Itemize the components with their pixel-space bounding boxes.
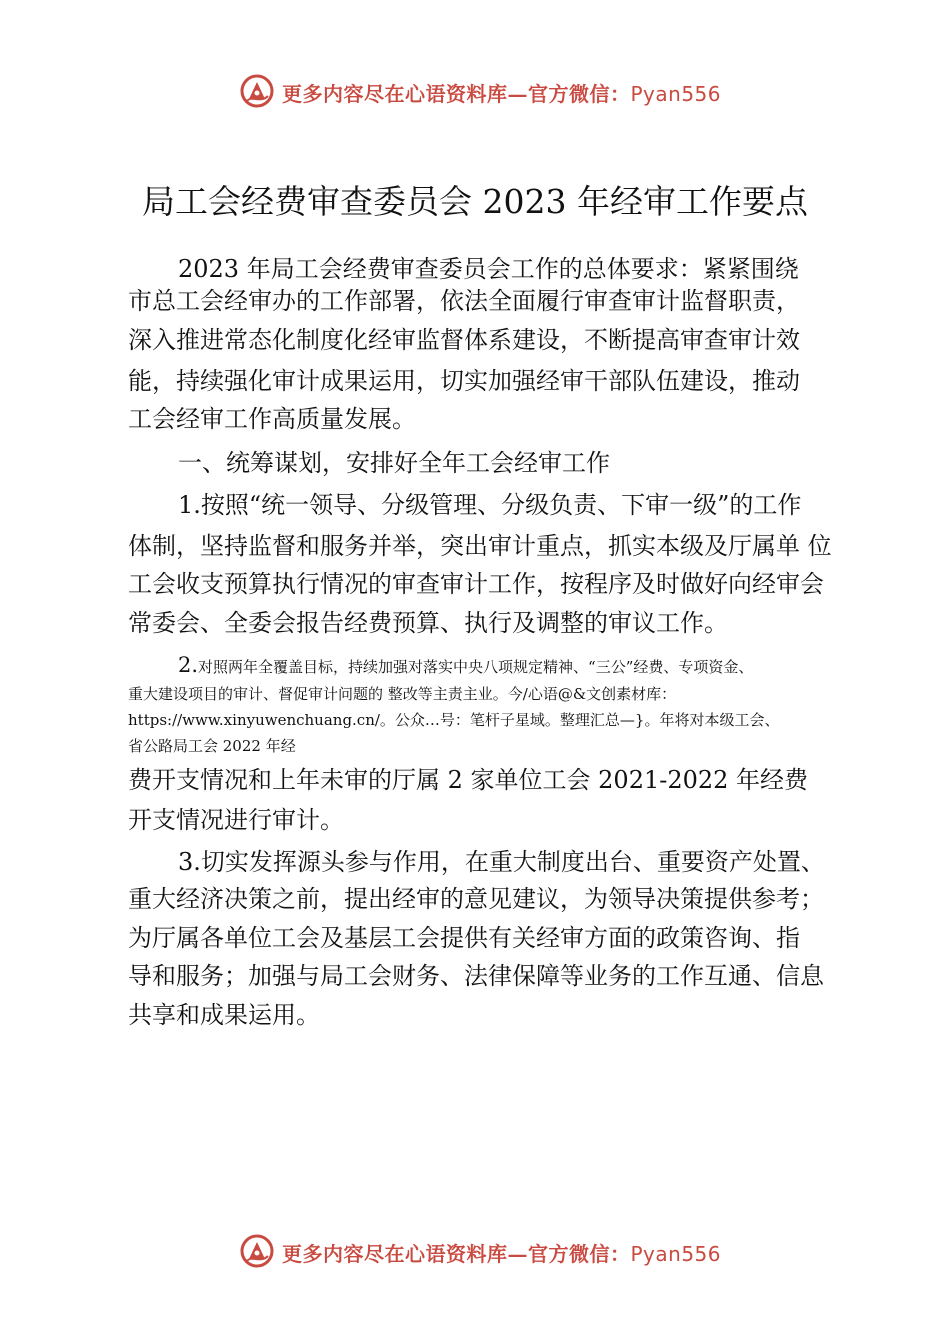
pen-nib-logo-icon bbox=[240, 1234, 274, 1268]
item3-line: 共享和成果运用。 bbox=[128, 1001, 320, 1029]
item1-line: 工会收支预算执行情况的审查审计工作，按程序及时做好向经审会 bbox=[128, 570, 824, 598]
item2-line: 省公路局工会 2022 年经 bbox=[128, 737, 296, 755]
pen-nib-logo-icon bbox=[240, 74, 274, 108]
intro-line: 市总工会经审办的工作部署，依法全面履行审查审计监督职责， bbox=[128, 287, 800, 315]
item1-line: 1.按照“统一领导、分级管理、分级负责、下审一级”的工作 bbox=[178, 491, 802, 519]
item3-line: 为厅属各单位工会及基层工会提供有关经审方面的政策咨询、指 bbox=[128, 924, 800, 952]
intro-line: 深入推进常态化制度化经审监督体系建设，不断提高审查审计效 bbox=[128, 326, 800, 354]
item2-cont-line: 开支情况进行审计。 bbox=[128, 806, 344, 834]
item3-line: 导和服务；加强与局工会财务、法律保障等业务的工作互通、信息 bbox=[128, 962, 824, 990]
watermark-banner-top bbox=[0, 72, 950, 112]
watermark-handle: Pyan556 bbox=[630, 82, 722, 106]
item3-line: 重大经济决策之前，提出经审的意见建议，为领导决策提供参考； bbox=[128, 885, 824, 913]
watermark-handle: Pyan556 bbox=[630, 1242, 722, 1266]
intro-line: 工会经审工作高质量发展。 bbox=[128, 405, 416, 433]
item2-line: 2.对照两年全覆盖目标，持续加强对落实中央八项规定精神、“三公”经费、专项资金、 bbox=[178, 653, 754, 677]
watermark-text: 更多内容尽在心语资料库—官方微信：Pyan556 bbox=[282, 1242, 722, 1266]
intro-line: 2023 年局工会经费审查委员会工作的总体要求：紧紧围绕 bbox=[178, 255, 799, 283]
item2-number: 2. bbox=[178, 653, 199, 677]
item2-cont-line: 费开支情况和上年未审的厅属 2 家单位工会 2021-2022 年经费 bbox=[128, 766, 809, 794]
item1-line: 体制，坚持监督和服务并举，突出审计重点，抓实本级及厅属单 位 bbox=[128, 532, 832, 560]
item3-line: 3.切实发挥源头参与作用，在重大制度出台、重要资产处置、 bbox=[178, 848, 825, 876]
watermark-text: 更多内容尽在心语资料库—官方微信：Pyan556 bbox=[282, 82, 722, 106]
section-heading: 一、统筹谋划，安排好全年工会经审工作 bbox=[178, 449, 610, 477]
document-title: 局工会经费审查委员会 2023 年经审工作要点 bbox=[142, 182, 808, 221]
watermark-banner-bottom bbox=[0, 1232, 950, 1272]
item1-line: 常委会、全委会报告经费预算、执行及调整的审议工作。 bbox=[128, 609, 728, 637]
item2-line: 重大建设项目的审计、督促审计问题的 整改等主责主业。今/心语@&文创素材库： bbox=[128, 685, 677, 703]
intro-line: 能，持续强化审计成果运用，切实加强经审干部队伍建设，推动 bbox=[128, 367, 800, 395]
item2-line: https://www.xinyuwenchuang.cn/。公众…号：笔杆子星域。整理汇总—}。年将对本级工会、 bbox=[128, 711, 780, 729]
